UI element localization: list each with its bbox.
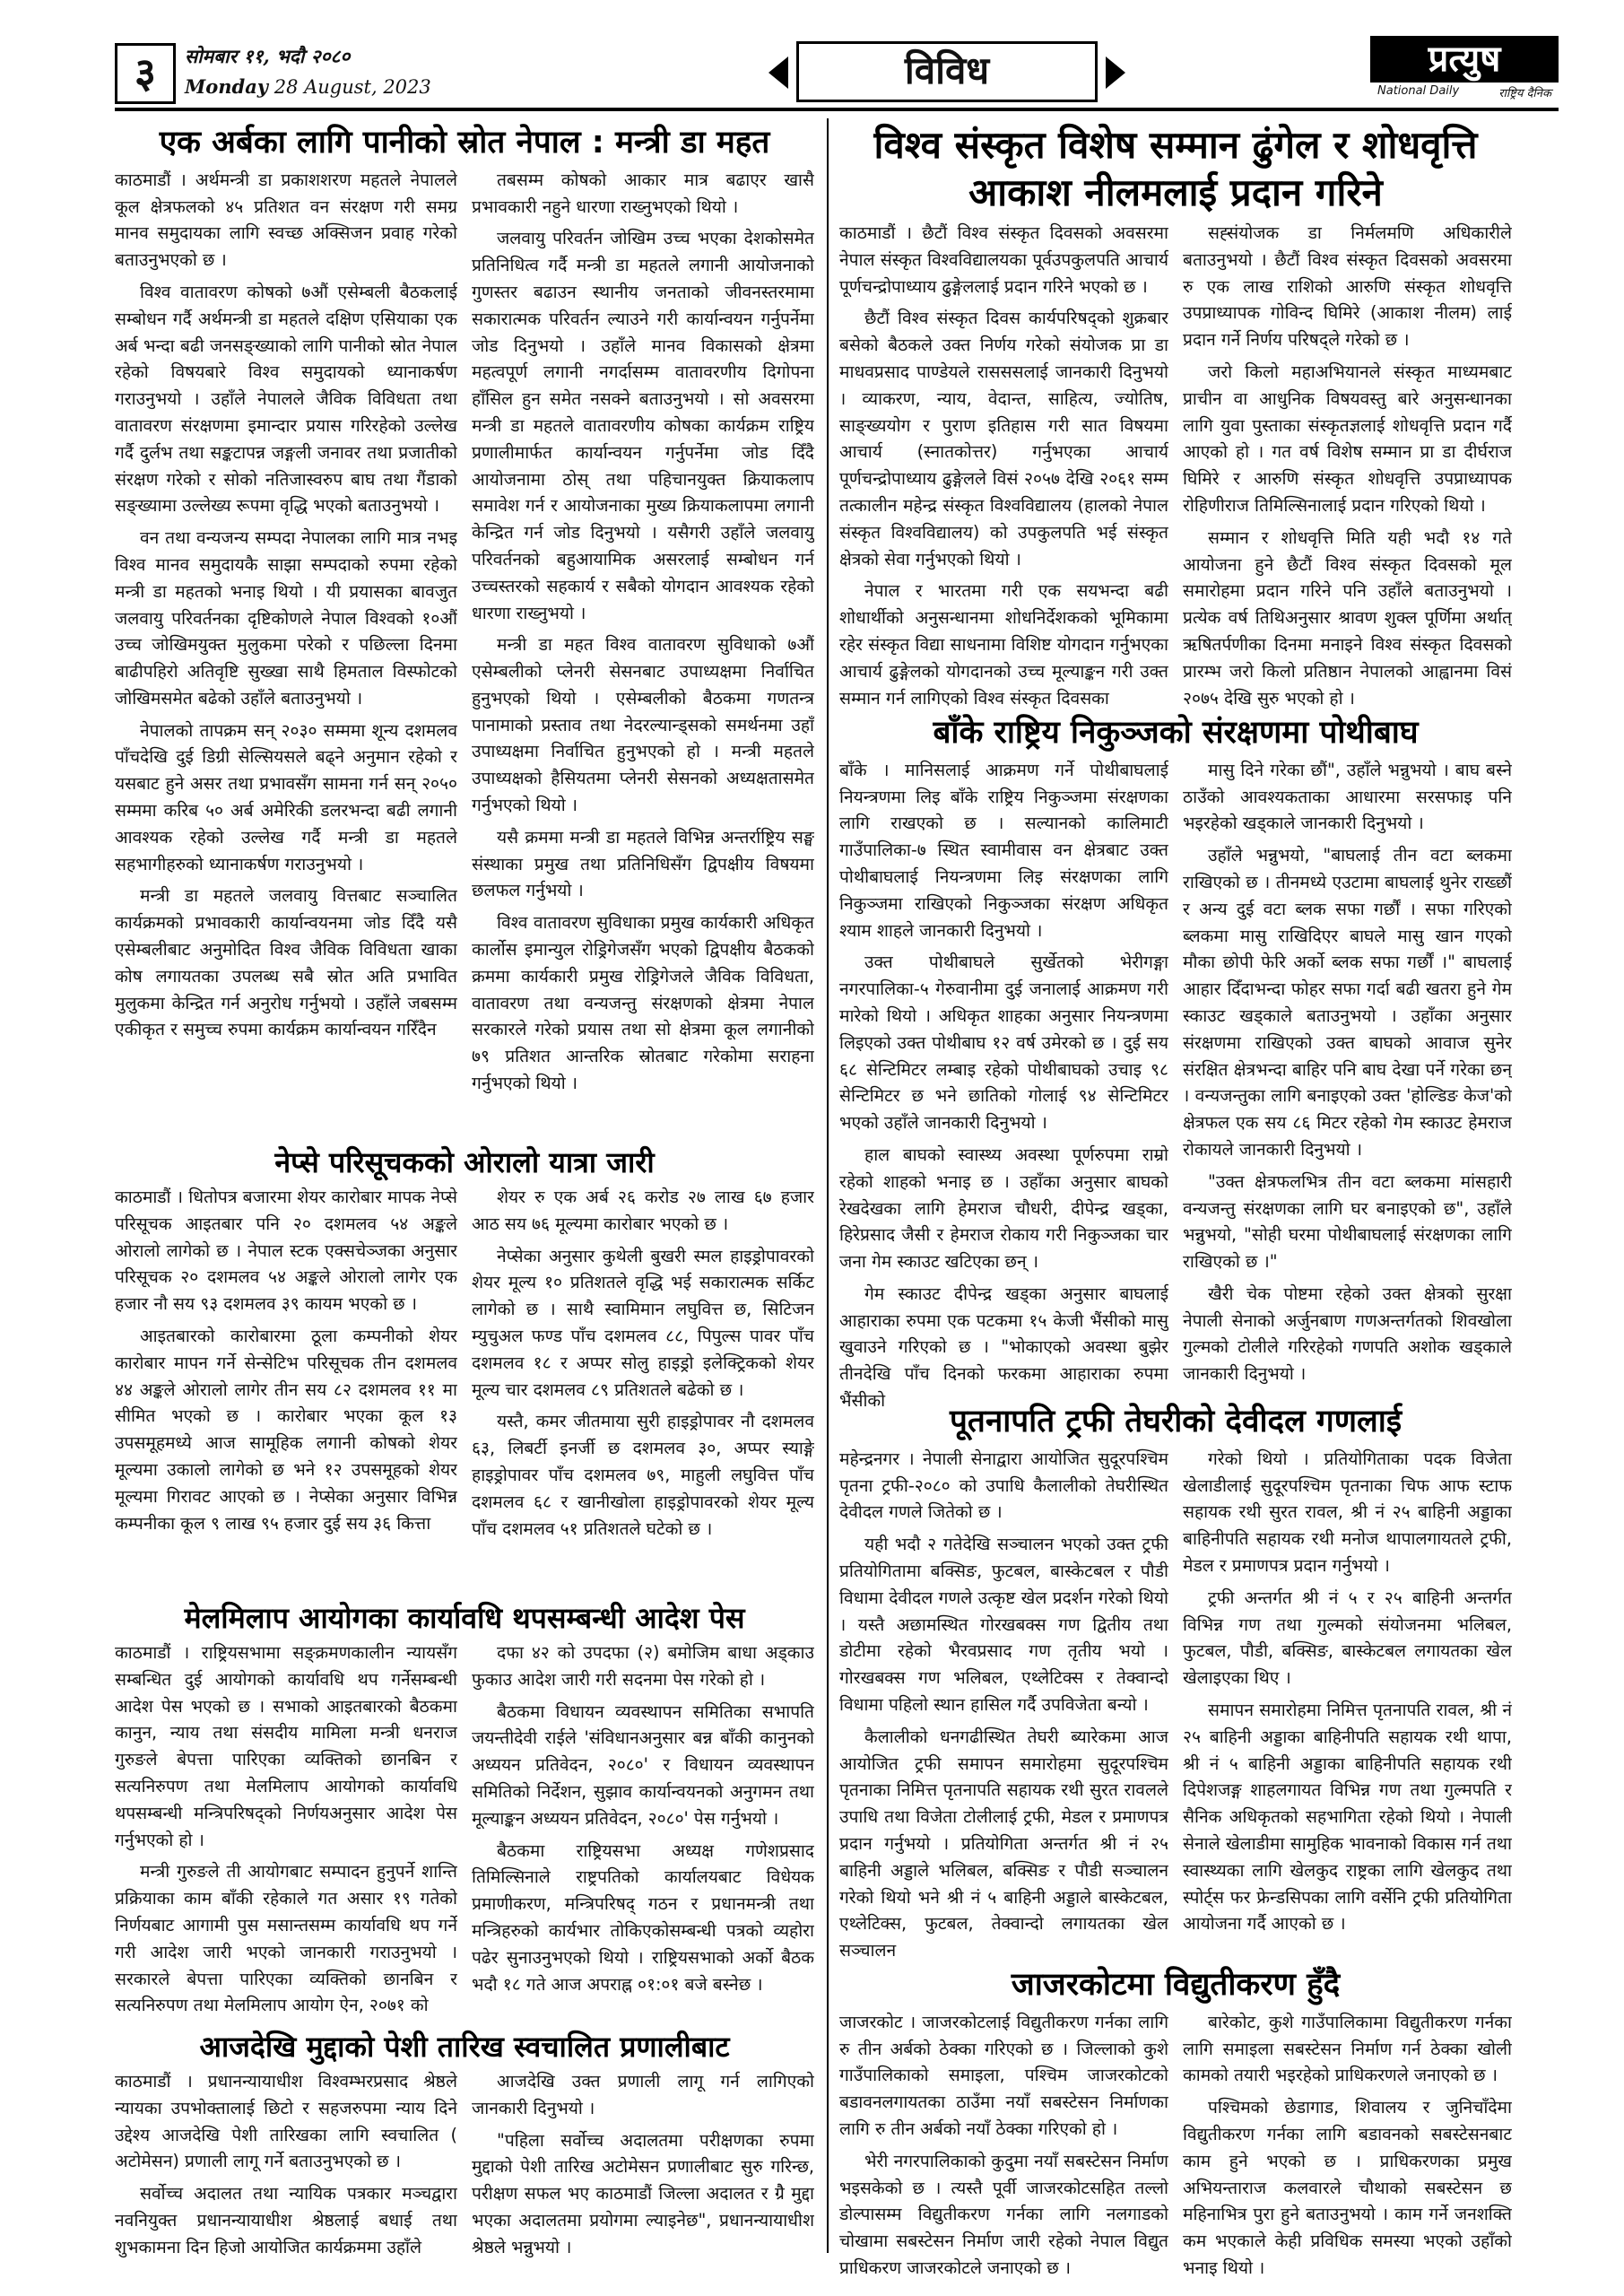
masthead (115, 36, 1559, 111)
article-column (472, 2068, 814, 2266)
article-column (115, 167, 457, 1102)
article-headline: जाजरकोटमा विद्युतीकरण हुँदै (1011, 1967, 1341, 2003)
logo-sub-nepali: राष्ट्रिय दैनिक (1498, 87, 1551, 100)
article-body (839, 757, 1512, 1420)
article-sanskrit (839, 122, 1512, 707)
article-paragraph: काठमाडौं । धितोपत्र बजारमा शेयर कारोबार मापक नेप्से परिसूचक आइतबार पनि २० दशमलव ५४ अङ्कले ओरालो लागेको छ । नेपाल स्टक एक्सचेञ्जका अनुसार परिसूचक २० दशमलव ५४ अङ्कले ओरालो लागेर एक हजार नौ सय ९३ दशमलव ३९ कायम भएको छ । (115, 1187, 457, 1315)
article-paragraph: मासु दिने गरेका छौं", उहाँले भन्नुभयो । बाघ बस्ने ठाउँको आवश्यकताका आधारमा सरसफाइ पनि भइरहेको खड्काले जानकारी दिनुभयो । (1183, 759, 1512, 834)
article-paragraph: उक्त पोथीबाघले सुर्खेतको भेरीगङ्गा नगरपालिका-५ गेरुवानीमा दुई जनालाई आक्रमण गरी मारेको थियो । अधिकृत शाहका अनुसार नियन्त्रणमा लिइएको उक्त पोथीबाघ १२ वर्ष उमेरको छ । दुई सय ६८ सेन्टिमिटर लम्बाइ रहेको पोथीबाघको उचाइ ९८ सेन्टिमिटर छ भने छातिको गोलाई ९४ सेन्टिमिटर भएको उहाँले जानकारी दिनुभयो । (839, 952, 1168, 1134)
article-paragraph: कैलालीको धनगढीस्थित तेघरी ब्यारेकमा आज आयोजित ट्रफी समापन समारोहमा सुदूरपश्चिम पृतनाका निमित्त पृतनापति सहायक रथी सुरत रावलले उपाधि तथा विजेता टोलीलाई ट्रफी, मेडल र प्रमाणपत्र प्रदान गर्नुभयो । प्रतियोगिता अन्तर्गत श्री नं २५ बाहिनी अड्डाले भलिबल, बक्सिङ र पौडी सञ्चालन गरेको थियो भने श्री नं ५ बाहिनी अड्डाले बास्केटबल, एथ्लेटिक्स, फुटबल, तेक्वान्दो लगायतका खेल सञ्चालन (839, 1726, 1168, 1961)
article-paragraph: शेयर रु एक अर्ब २६ करोड २७ लाख ६७ हजार आठ सय ७६ मूल्यमा कारोबार भएको छ । (472, 1187, 814, 1234)
article-paragraph: "पहिला सर्वोच्च अदालतमा परीक्षणका रुपमा मुद्दाको पेशी तारिख अटोमेसन प्रणालीबाट सुरु गरिन्छ, परीक्षण सफल भए काठमाडौं जिल्ला अदालत र ग्रेै मुद्दा भएका अदालतमा प्रयोगमा ल्याइनेछ", प्रधानन्यायाधीश श्रेष्ठले भन्नुभयो । (472, 2129, 814, 2257)
article-paragraph: यस्तै, कमर जीतमाया सुरी हाइड्रोपावर नौ दशमलव ६३, लिबर्टी इनर्जी छ दशमलव ३०, अप्पर स्याङ्गे हाइड्रोपावर पाँच दशमलव ७९, माहुली लघुवित्त पाँच दशमलव ६८ र खानीखोला हाइड्रोपावरको शेयर मूल्य पाँच दशमलव ५१ प्रतिशतले घटेको छ । (472, 1411, 814, 1539)
article-nepse (115, 1144, 814, 1593)
article-paragraph: मन्त्री डा महत विश्व वातावरण सुविधाको ७औं एसेम्बलीको प्लेनरी सेसनबाट उपाध्यक्षमा निर्वाचित हुनुभएको थियो । एसेम्बलीको बैठकमा गणतन्त्र पानामाको प्रस्ताव तथा नेदरल्यान्ड्सको समर्थनमा उहाँ उपाध्यक्षमा निर्वाचित हुनुभएको हो । मन्त्री महतले उपाध्यक्षको हैसियतमा प्लेनरी सेसनको अध्यक्षतासमेत गर्नुभएको थियो । (472, 634, 814, 816)
article-paragraph: यसै क्रममा मन्त्री डा महतले विभिन्न अन्तर्राष्ट्रिय सङ्घ संस्थाका प्रमुख तथा प्रतिनिधिसँग द्विपक्षीय विषयमा छलफल गर्नुभयो । (472, 826, 814, 901)
article-paragraph: नेपाल र भारतमा गरी एक सयभन्दा बढी शोधार्थीको अनुसन्धानमा शोधनिर्देशकको भूमिकामा रहेर संस्कृत विद्या साधनामा विशिष्ट योगदान गर्नुभएका आचार्य ढुङ्गेलको योगदानको उच्च मूल्याङ्कन गरी उक्त सम्मान गर्न लागिएको विश्व संस्कृत दिवसका (839, 580, 1168, 709)
article-water (115, 124, 814, 1137)
article-reconciliation (115, 1600, 814, 2022)
article-paragraph: समापन समारोहमा निमित्त पृतनापति रावल, श्री नं २५ बाहिनी अड्डाका बाहिनीपति सहायक रथी थापा, श्री नं ५ बाहिनी अड्डाका बाहिनीपति सहायक रथी दिपेशजङ्ग शाहलगायत विभिन्न गण तथा गुल्मपति र सैनिक अधिकृतको सहभागिता रहेको थियो । नेपाली सेनाले खेलाडीमा सामुहिक भावनाको विकास गर्न तथा स्वास्थ्यका लागि खेलकुद राष्ट्रका लागि खेलकुद तथा स्पोर्ट्स फर फ्रेन्डसिपका लागि वर्सेनि ट्रफी प्रतियोगिता आयोजना गर्दै आएको छ । (1183, 1699, 1512, 1935)
logo-text: प्रत्युष (1370, 36, 1559, 83)
article-paragraph: गरेको थियो । प्रतियोगिताका पदक विजेता खेलाडीलाई सुदूरपश्चिम पृतनाका चिफ आफ स्टाफ सहायक रथी सुरत रावल, श्री नं २५ बाहिनी अड्डाका बाहिनीपति सहायक रथी मनोज थापालगायतले ट्रफी, मेडल र प्रमाणपत्र प्रदान गर्नुभयो । (1183, 1448, 1512, 1576)
article-headline: विश्व संस्कृत विशेष सम्मान ढुंगेल र शोधवृत्ति आकाश नीलमलाई प्रदान गरिने (873, 123, 1478, 214)
article-paragraph: बैठकमा विधायन व्यवस्थापन समितिका सभापति जयन्तीदेवी राईले 'संविधानअनुसार बन्न बाँकी कानुनको अध्ययन प्रतिवेदन, २०८०' र विधायन व्यवस्थापन समितिको निर्देशन, सुझाव कार्यान्वयनको अनुगमन तथा मूल्याङ्कन अध्ययन प्रतिवेदन, २०८०' पेस गर्नुभयो । (472, 1700, 814, 1829)
section-label: विविध (904, 48, 990, 92)
article-headline: नेप्से परिसूचकको ओरालो यात्रा जारी (274, 1145, 655, 1179)
article-paragraph: सम्मान र शोधवृत्ति मिति यही भदौ १४ गते आयोजना हुने छैटौं विश्व संस्कृत दिवसको मूल समारोहमा प्रदान गरिने पनि उहाँले बताउनुभयो । प्रत्येक वर्ष तिथिअनुसार श्रावण शुक्ल पूर्णिमा अर्थात् ऋषितर्पणीका दिनमा मनाइने विश्व संस्कृत दिवसको प्रारम्भ जरो किलो प्रतिष्ठान नेपालको आह्वानमा विसं २०७५ देखि सुरु भएको हो । (1183, 526, 1512, 709)
article-column (115, 1639, 457, 2024)
article-paragraph: तबसम्म कोषको आकार मात्र बढाएर खासै प्रभावकारी नहुने धारणा राख्नुभएको थियो । (472, 169, 814, 217)
article-paragraph: पश्चिमको छेडागाड, शिवालय र जुनिचाँदेमा विद्युतीकरण गर्नका लागि बडावनको सबस्टेसनबाट काम हुने भएको छ । प्राधिकरणका प्रमुख अभियन्ताराज कलवारले चौथाको सबस्टेसन छ महिनाभित्र पुरा हुने बताउनुभयो । काम गर्ने जनशक्ति कम भएकाले केही प्रविधिक समस्या भएको उहाँको भनाइ थियो । (1183, 2097, 1512, 2278)
article-column (839, 757, 1168, 1420)
article-column (1183, 2009, 1512, 2287)
article-column (839, 1446, 1168, 1970)
article-headline: आजदेखि मुद्दाको पेशी तारिख स्वचालित प्रणालीबाट (199, 2030, 730, 2064)
article-paragraph: यही भदौ २ गतेदेखि सञ्चालन भएको उक्त ट्रफी प्रतियोगितामा बक्सिङ, फुटबल, बास्केटबल र पौडी विधामा देवीदल गणले उत्कृष्ट खेल प्रदर्शन गरेको थियो । यस्तै अछामस्थित गोरखबक्स गण द्वितीय तथा डोटीमा रहेको भैरवप्रसाद गण तृतीय भयो । गोरखबक्स गण भलिबल, एथ्लेटिक्स र तेक्वान्दो विधामा पहिलो स्थान हासिल गर्दै उपविजेता बन्यो । (839, 1534, 1168, 1715)
article-paragraph: काठमाडौं । छैटौं विश्व संस्कृत दिवसको अवसरमा नेपाल संस्कृत विश्वविद्यालयका पूर्वउपकुलपति आचार्य पूर्णचन्द्रोपाध्याय ढुङ्गेललाई प्रदान गरिने भएको छ । (839, 222, 1168, 297)
article-column (115, 2068, 457, 2266)
article-paragraph: मन्त्री गुरुङले ती आयोगबाट सम्पादन हुनुपर्ने शान्ति प्रक्रियाका काम बाँकी रहेकाले गत असार १९ गतेको निर्णयबाट आगामी पुस मसान्तसम्म कार्यावधि थप गर्ने गरी आदेश जारी भएको जानकारी गराउनुभयो । सरकारले बेपत्ता पारिएका व्यक्तिको छानबिन र सत्यनिरुपण तथा मेलमिलाप आयोग ऐन, २०७१ को (115, 1861, 457, 2016)
page-number: ३ (115, 43, 176, 104)
article-column (1183, 1446, 1512, 1970)
article-tigress (839, 714, 1512, 1412)
logo-subtitle (1370, 83, 1559, 102)
article-paragraph: गेम स्काउट दीपेन्द्र खड्का अनुसार बाघलाई आहाराका रुपमा एक पटकमा १५ केजी भैंसीको मासु खुवाउने गरिएको छ । "भोकाएको अवस्था बुझेर तीनदेखि पाँच दिनको फरकमा आहाराका रुपमा भैंसीको (839, 1283, 1168, 1412)
article-column (1183, 220, 1512, 717)
article-body (839, 2009, 1512, 2287)
article-paragraph: बाँके । मानिसलाई आक्रमण गर्ने पोथीबाघलाई नियन्त्रणमा लिइ बाँके राष्ट्रिय निकुञ्जमा संरक्षणका लागि राखएको छ । सल्यानको कालिमाटी गाउँपालिका-७ स्थित स्वामीवास वन क्षेत्रबाट उक्त पोथीबाघलाई नियन्त्रणमा लिइ संरक्षणका लागि निकुञ्जमा राखिएको निकुञ्जका संरक्षण अधिकृत श्याम शाहले जानकारी दिनुभयो । (839, 759, 1168, 941)
date-day: Monday (185, 75, 269, 98)
article-paragraph: दफा ४२ को उपदफा (२) बमोजिम बाधा अड्काउ फुकाउ आदेश जारी गरी सदनमा पेस गरेको हो । (472, 1642, 814, 1690)
article-paragraph: आजदेखि उक्त प्रणाली लागू गर्न लागिएको जानकारी दिनुभयो । (472, 2071, 814, 2118)
article-paragraph: "उक्त क्षेत्रफलभित्र तीन वटा ब्लकमा मांसहारी वन्यजन्तु संरक्षणका लागि घर बनाइएको छ", उहाँले भन्नुभयो, "सोही घरमा पोथीबाघलाई संरक्षणका लागि राखिएको छ ।" (1183, 1170, 1512, 1273)
article-electrification (839, 1966, 1512, 2278)
article-paragraph: उहाँले भन्नुभयो, "बाघलाई तीन वटा ब्लकमा राखिएको छ । तीनमध्ये एउटामा बाघलाई थुनेर राख्छौं र अन्य दुई वटा ब्लक सफा गर्छौं । सफा गरिएको ब्लकमा मासु राखिदिएर बाघले मासु खान गएको मौका छोपी फेरि अर्को ब्लक सफा गर्छौं ।" बाघलाई आहार दिँदाभन्दा फोहर सफा गर्दा बढी खतरा हुने गेम स्काउट खड्काले बताउनुभयो । उहाँका अनुसार संरक्षणमा राखिएको उक्त बाघको आवाज सुनेर संरक्षित क्षेत्रभन्दा बाहिर पनि बाघ देखा पर्ने गरेका छन् । वन्यजन्तुका लागि बनाइएको उक्त 'होल्डिङ केज'को क्षेत्रफल एक सय ८६ मिटर रहेको गेम स्काउट हेमराज रोकायले जानकारी दिनुभयो । (1183, 845, 1512, 1160)
article-paragraph: खैरी चेक पोष्टमा रहेको उक्त क्षेत्रको सुरक्षा नेपाली सेनाको अर्जुनबाण गणअन्तर्गतको शिवखोला गुल्मको टोलीले गरिरहेको गणपति अशोक खड्काले जानकारी दिनुभयो । (1183, 1283, 1512, 1385)
article-court-automation (115, 2029, 814, 2260)
article-headline: पूतनापति ट्रफी तेघरीको देवीदल गणलाई (949, 1404, 1403, 1439)
date-nepali: सोमबार ११, भदौ २०८० (185, 45, 351, 67)
newspaper-logo (1370, 36, 1559, 102)
article-body (115, 1184, 814, 1547)
article-headline: बाँके राष्ट्रिय निकुञ्जको संरक्षणमा पोथीबाघ (933, 715, 1419, 751)
article-body (839, 220, 1512, 717)
article-paragraph: काठमाडौं । अर्थमन्त्री डा प्रकाशशरण महतले नेपालले कूल क्षेत्रफलको ४५ प्रतिशत वन संरक्षण गरी समग्र मानव समुदायका लागि स्वच्छ अक्सिजन प्रवाह गरेको बताउनुभएको छ । (115, 169, 457, 271)
section-title (796, 41, 1098, 102)
article-column (472, 1184, 814, 1547)
article-body (839, 1446, 1512, 1970)
article-headline: मेलमिलाप आयोगका कार्यावधि थपसम्बन्धी आदेश पेस (184, 1601, 745, 1635)
article-column (839, 2009, 1168, 2287)
article-paragraph: मन्त्री डा महतले जलवायु वित्तबाट सञ्चालित कार्यक्रमको प्रभावकारी कार्यान्वयनमा जोड दिँदै यसै एसेम्बलीबाट अनुमोदित विश्व जैविक विविधता खाका कोष लगायतका उपलब्ध सबै स्रोत अति प्रभावित मुलुकमा केन्द्रित गर्न अनुरोध गर्नुभयो । उहाँले जबसम्म एकीकृत र समुच्च रुपमा कार्यक्रम कार्यान्वयन गरिँदैन (115, 885, 457, 1040)
issue-date (185, 41, 431, 102)
article-paragraph: काठमाडौं । प्रधानन्यायाधीश विश्वम्भरप्रसाद श्रेष्ठले न्यायका उपभोक्तालाई छिटो र सहजरुपमा न्याय दिने उद्देश्य आजदेखि पेशी तारिखका लागि स्वचालित ( अटोमेसन) प्रणाली लागू गर्ने बताउनुभएको छ । (115, 2071, 457, 2172)
article-body (115, 2068, 814, 2266)
article-paragraph: विश्व वातावरण कोषको ७औं एसेम्बली बैठकलाई सम्बोधन गर्दै अर्थमन्त्री डा महतले दक्षिण एसियाका एक अर्ब भन्दा बढी जनसङ्ख्याको लागि पानीको स्रोत नेपाल रहेको विषयबारे विश्व समुदायको ध्यानाकर्षण गराउनुभयो । उहाँले नेपालले जैविक विविधता तथा वातावरण संरक्षणमा इमान्दार प्रयास गरिरहेको उल्लेख गर्दै दुर्लभ तथा सङ्कटापन्न जङ्गली जनावर तथा प्रजातीको संरक्षण गरेको र सोको नतिजास्वरुप बाघ तथा गैंडाको सङ्ख्यामा उल्लेख्य रूपमा वृद्धि भएको बताउनुभयो । (115, 281, 457, 517)
article-paragraph: जाजरकोट । जाजरकोटलाई विद्युतीकरण गर्नका लागि रु तीन अर्बको ठेक्का गरिएको छ । जिल्लाको कुशे गाउँपालिकाको समाइला, पश्चिम जाजरकोटको बडावनलगायतका ठाउँमा नयाँ सबस्टेसन निर्माणका लागि रु तीन अर्बको नयाँ ठेक्का गरिएको हो । (839, 2011, 1168, 2139)
article-trophy (839, 1403, 1512, 1959)
article-paragraph: महेन्द्रनगर । नेपाली सेनाद्वारा आयोजित सुदूरपश्चिम पृतना ट्रफी-२०८० को उपाधि कैलालीको तेघरीस्थित देवीदल गणले जितेको छ । (839, 1448, 1168, 1523)
article-column (472, 1639, 814, 2024)
article-paragraph: सह्संयोजक डा निर्मलमणि अधिकारीले बताउनुभयो । छैटौं विश्व संस्कृत दिवसको अवसरमा रु एक लाख राशिको आरुणि संस्कृत शोधवृत्ति उपप्राध्यापक गोविन्द घिमिरे (आकाश नीलम) लाई प्रदान गर्ने निर्णय परिषद्ले गरेको छ । (1183, 222, 1512, 351)
article-paragraph: जलवायु परिवर्तन जोखिम उच्च भएका देशकोसमेत प्रतिनिधित्व गर्दै मन्त्री डा महतले लगानी आयोजनाको गुणस्तर बढाउन स्थानीय जनताको जीवनस्तरमामा सकारात्मक परिवर्तन ल्याउने गरी कार्यान्वयन गर्नुपर्नेमा जोड दिनुभयो । उहाँले मानव विकासको क्षेत्रमा महत्वपूर्ण लगानी नगर्दासम्म वातावरणीय दिगोपना हाँसिल हुन समेत नसक्ने बताउनुभयो । सो अवसरमा मन्त्री डा महतले वातावरणीय कोषका कार्यक्रम राष्ट्रिय प्रणालीमार्फत कार्यान्वयन गर्नुपर्नेमा जोड दिँदै आयोजनामा ठोस् तथा पहिचानयुक्त क्रियाकलाप समावेश गर्न र आयोजनाका मुख्य क्रियाकलापमा लगानी केन्द्रित गर्न जोड दिनुभयो । यसैगरी उहाँले जलवायु परिवर्तनको बहुआयामिक असरलाई सम्बोधन गर्न उच्चस्तरको सहकार्य र सबैको योगदान आवश्यक रहेको धारणा राख्नुभयो । (472, 228, 814, 623)
article-body (115, 1639, 814, 2024)
article-body (115, 167, 814, 1102)
article-column (1183, 757, 1512, 1420)
article-paragraph: सर्वोच्च अदालत तथा न्यायिक पत्रकार मञ्चद्वारा नवनियुक्त प्रधानन्यायाधीश श्रेष्ठलाई बधाई तथा शुभकामना दिन हिजो आयोजित कार्यक्रममा उहाँले (115, 2183, 457, 2257)
article-paragraph: छैटौं विश्व संस्कृत दिवस कार्यपरिषद्को शुक्रबार बसेको बैठकले उक्त निर्णय गरेको संयोजक प्रा डा माधवप्रसाद पाण्डेयले रासससलाई जानकारी दिनुभयो । व्याकरण, न्याय, वेदान्त, साहित्य, ज्योतिष, साङ्ख्ययोग र पुराण इतिहास गरी सात विषयमा आचार्य (स्नातकोत्तर) गर्नुभएका आचार्य पूर्णचन्द्रोपाध्याय ढुङ्गेलले विसं २०५७ देखि २०६१ सम्म तत्कालीन महेन्द्र संस्कृत विश्वविद्यालय (हालको नेपाल संस्कृत विश्वविद्यालय) को उपकुलपति भई संस्कृत क्षेत्रको सेवा गर्नुभएको थियो । (839, 308, 1168, 570)
logo-sub-english: National Daily (1377, 84, 1460, 98)
article-column (472, 167, 814, 1102)
article-paragraph: नेपालको तापक्रम सन् २०३० सम्ममा शून्य दशमलव पाँचदेखि दुई डिग्री सेल्सियसले बढ्ने अनुमान रहेको र यसबाट हुने असर तथा प्रभावसँग सामना गर्न सन् २०५० सम्ममा करिब ५० अर्ब अमेरिकी डलरभन्दा बढी लगानी आवश्यक रहेको उल्लेख गर्दै मन्त्री डा महतले सहभागीहरुको ध्यानाकर्षण गराउनुभयो । (115, 719, 457, 874)
arrow-left-icon (769, 57, 788, 89)
article-column (115, 1184, 457, 1547)
arrow-right-icon (1106, 57, 1125, 89)
article-paragraph: भेरी नगरपालिकाको कुदुमा नयाँ सबस्टेसन निर्माण भइसकेको छ । त्यस्तै पूर्वी जाजरकोटसहित तल्लो डोल्पासम्म विद्युतीकरण गर्नका लागि नलगाडको चोखामा सबस्टेसन निर्माण जारी रहेको नेपाल विद्युत प्राधिकरण जाजरकोटले जनाएको छ । (839, 2150, 1168, 2278)
article-paragraph: ट्रफी अन्तर्गत श्री नं ५ र २५ बाहिनी अन्तर्गत विभिन्न गण तथा गुल्मको संयोजनमा भलिबल, फुटबल, पौडी, बक्सिङ, बास्केटबल लगायतका खेल खेलाइएका थिए । (1183, 1587, 1512, 1689)
article-paragraph: विश्व वातावरण सुविधाका प्रमुख कार्यकारी अधिकृत कार्लोस इमान्युल रोड्रिगेजसँग भएको द्विपक्षीय बैठकको क्रममा कार्यकारी प्रमुख रोड्रिगेजले जैविक विविधता, वातावरण तथा वन्यजन्तु संरक्षणको क्षेत्रमा नेपाल सरकारले गरेको प्रयास तथा सो क्षेत्रमा कूल लगानीको ७९ प्रतिशत आन्तरिक स्रोतबाट गरेकोमा सराहना गर्नुभएको थियो । (472, 912, 814, 1094)
article-paragraph: बारेकोट, कुशे गाउँपालिकामा विद्युतीकरण गर्नका लागि समाइला सबस्टेसन निर्माण गर्न ठेक्का खोली कामको तयारी भइरहेको प्राधिकरणले जनाएको छ । (1183, 2011, 1512, 2086)
article-column (839, 220, 1168, 717)
article-paragraph: बैठकमा राष्ट्रियसभा अध्यक्ष गणेशप्रसाद तिमिल्सिनाले राष्ट्रपतिको कार्यालयबाट विधेयक प्रमाणीकरण, मन्त्रिपरिषद् गठन र प्रधानमन्त्री तथा मन्त्रिहरुको कार्यभार तोकिएकोसम्बन्धी पत्रको व्यहोरा पढेर सुनाउनुभएको थियो । राष्ट्रियसभाको अर्को बैठक भदौ १८ गते आज अपराह्न ०१:०१ बजे बस्नेछ । (472, 1839, 814, 1995)
article-paragraph: आइतबारको कारोबारमा ठूला कम्पनीको शेयर कारोबार मापन गर्ने सेन्सेटिभ परिसूचक तीन दशमलव ४४ अङ्कले ओरालो लागेर तीन सय ८२ दशमलव ११ मा सीमित भएको छ । कारोबार भएका कूल १३ उपसमूहमध्ये आज सामूहिक लगानी कोषको शेयर मूल्यमा उकालो लागेको छ भने १२ उपसमूहको शेयर मूल्यमा गिरावट आएको छ । नेप्सेका अनुसार विभिन्न कम्पनीका कूल ९ लाख ९५ हजार दुई सय ३६ कित्ता (115, 1325, 457, 1534)
article-paragraph: हाल बाघको स्वास्थ्य अवस्था पूर्णरुपमा राम्रो रहेको शाहको भनाइ छ । उहाँका अनुसार बाघको रेखदेखका लागि हेमराज चौधरी, दीपेन्द्र खड्का, हिरेप्रसाद जैसी र हेमराज रोकाय गरी निकुञ्जका चार जना गेम स्काउट खटिएका छन् । (839, 1144, 1168, 1273)
article-paragraph: नेप्सेका अनुसार कुथेली बुखरी स्मल हाइड्रोपावरको शेयर मूल्य १० प्रतिशतले वृद्धि भई सकारात्मक सर्किट लागेको छ । साथै स्वामिमान लघुवित्त छ, सिटिजन म्युचुअल फण्ड पाँच दशमलव ८८, पिपुल्स पावर पाँच दशमलव १८ र अप्पर सोलु हाइड्रो इलेक्ट्रिकको शेयर मूल्य चार दशमलव ८९ प्रतिशतले बढेको छ । (472, 1245, 814, 1400)
article-paragraph: वन तथा वन्यजन्य सम्पदा नेपालका लागि मात्र नभइ विश्व मानव समुदायकै साझा सम्पदाको रुपमा रहेको मन्त्री डा महतको भनाइ थियो । यी प्रयासका बावजुत जलवायु परिवर्तनका दृष्टिकोणले नेपाल विश्वको १०औं उच्च जोखिमयुक्त मुलुकमा परेको र पछिल्ला दिनमा बाढीपहिरो अतिवृष्टि सुख्खा साथै हिमताल विस्फोटको जोखिमसमेत बढेको उहाँले बताउनुभयो । (115, 527, 457, 709)
article-paragraph: काठमाडौं । राष्ट्रियसभामा सङ्क्रमणकालीन न्यायसँग सम्बन्धित दुई आयोगको कार्यावधि थप गर्नेसम्बन्धी आदेश पेस भएको छ । सभाको आइतबारको बैठकमा कानुन, न्याय तथा संसदीय मामिला मन्त्री धनराज गुरुङले बेपत्ता पारिएका व्यक्तिको छानबिन र सत्यनिरुपण तथा मेलमिलाप आयोगको कार्यावधि थपसम्बन्धी मन्त्रिपरिषद्को निर्णयअनुसार आदेश पेस गर्नुभएको हो । (115, 1642, 457, 1850)
article-paragraph: जरो किलो महाअभियानले संस्कृत माध्यमबाट प्राचीन वा आधुनिक विषयवस्तु बारे अनुसन्धानका लागि युवा पुस्ताका संस्कृतज्ञलाई शोधवृत्ति प्रदान गर्दै आएको हो । गत वर्ष विशेष सम्मान प्रा डा दीर्घराज घिमिरे र आरुणि संस्कृत शोधवृत्ति उपप्राध्यापक रोहिणीराज तिमिल्सिनालाई प्रदान गरिएको थियो । (1183, 361, 1512, 516)
column-divider (827, 118, 829, 2253)
date-english: 28 August, 2023 (274, 76, 431, 98)
article-headline: एक अर्बका लागि पानीको स्रोत नेपाल : मन्त्री डा महत (159, 125, 770, 161)
